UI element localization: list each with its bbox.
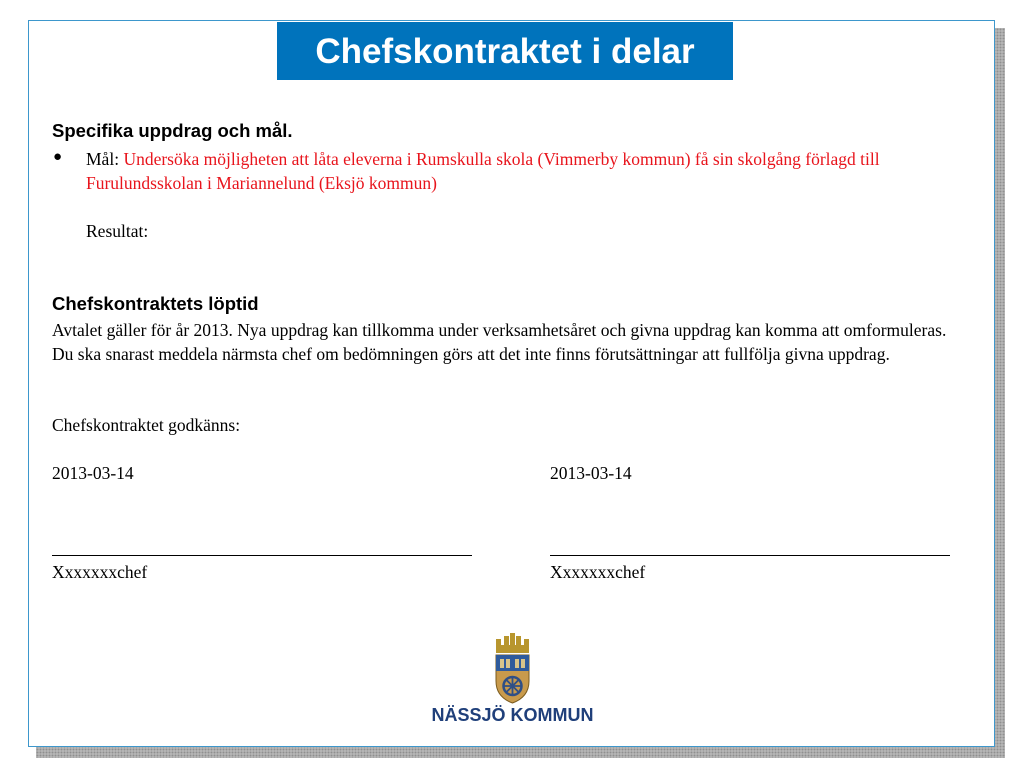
signature-name-left: Xxxxxxxchef [52, 562, 148, 582]
nassjo-kommun-logo [420, 633, 605, 728]
signature-line-right [550, 555, 950, 556]
slide-title: Chefskontraktet i delar [277, 22, 733, 80]
signature-line-left [52, 555, 472, 556]
signature-name-right: Xxxxxxxchef [550, 562, 646, 582]
goal-bullet-text [86, 147, 966, 195]
logo-text: NÄSSJÖ KOMMUN [431, 705, 594, 725]
signature-date-left: 2013-03-14 [52, 463, 134, 483]
result-label: Resultat: [86, 221, 149, 241]
goal-label: Mål [86, 149, 115, 169]
coat-of-arms-icon [420, 633, 605, 705]
goal-description: Undersöka möjligheten att låta eleverna i Rumskulla skola (Vimmerby kommun) få sin skolgång förlagd till Furulundsskolan i Mariannelund (Eksjö kommun) [86, 149, 880, 193]
bullet-dot: ● [53, 149, 63, 165]
signature-date-right: 2013-03-14 [550, 463, 632, 483]
contract-paragraph: Avtalet gäller för år 2013. Nya uppdrag kan tillkomma under verksamhetsåret och givna uppdrag kan komma att omformuleras. Du ska snarast meddela närmsta chef om bedömningen görs att det inte finns förutsättningar att fullfölja givna uppdrag. [52, 320, 947, 364]
section-heading-loptid: Chefskontraktets löptid [52, 293, 259, 314]
goal-colon: : [114, 149, 120, 169]
section-heading-uppdrag: Specifika uppdrag och mål. [52, 120, 293, 141]
approved-label: Chefskontraktet godkänns: [52, 415, 241, 435]
